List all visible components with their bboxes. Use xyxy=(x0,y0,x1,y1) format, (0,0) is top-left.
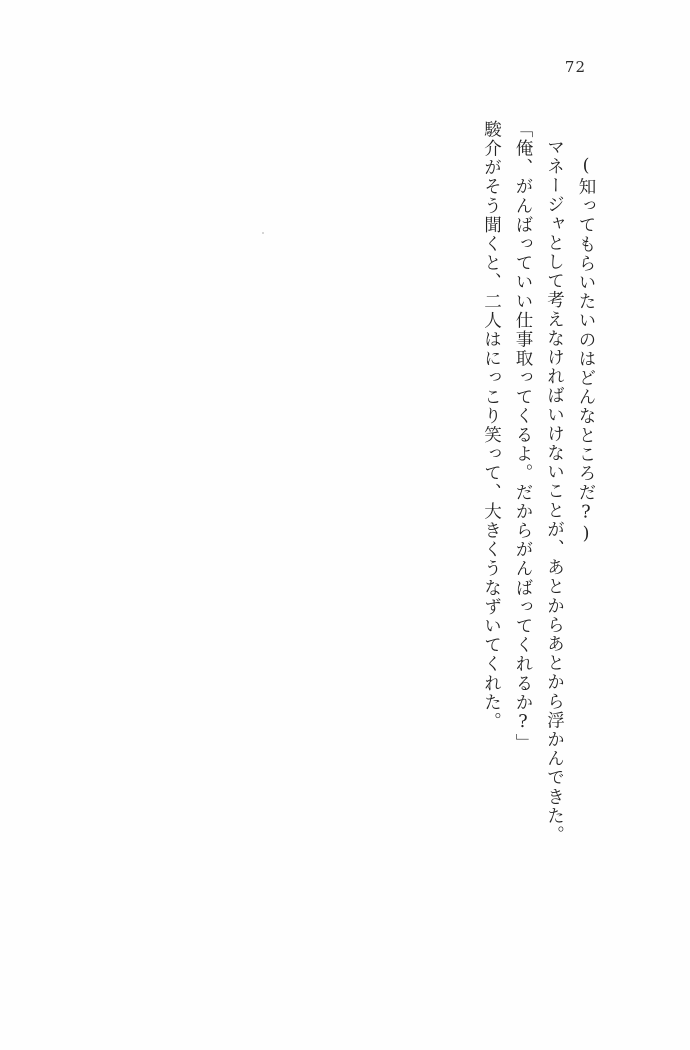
page-number: 72 xyxy=(564,58,586,76)
text-column-1: 「俺、がんばっていい仕事取ってくるよ。だからがんばってくれるか?」 xyxy=(513,120,533,753)
text-column-3: (知ってもらいたいのはどんなところだ?) xyxy=(576,156,596,546)
text-column-2: マネージャとして考えなければいけないことが、あとからあとから浮かんできた。 xyxy=(544,138,565,845)
vertical-text-block xyxy=(468,120,594,920)
text-column-lead: 駿介がそう聞くと、二人はにっこり笑って、大きくうなずいてくれた。 xyxy=(481,120,502,732)
scan-speck xyxy=(262,232,264,234)
